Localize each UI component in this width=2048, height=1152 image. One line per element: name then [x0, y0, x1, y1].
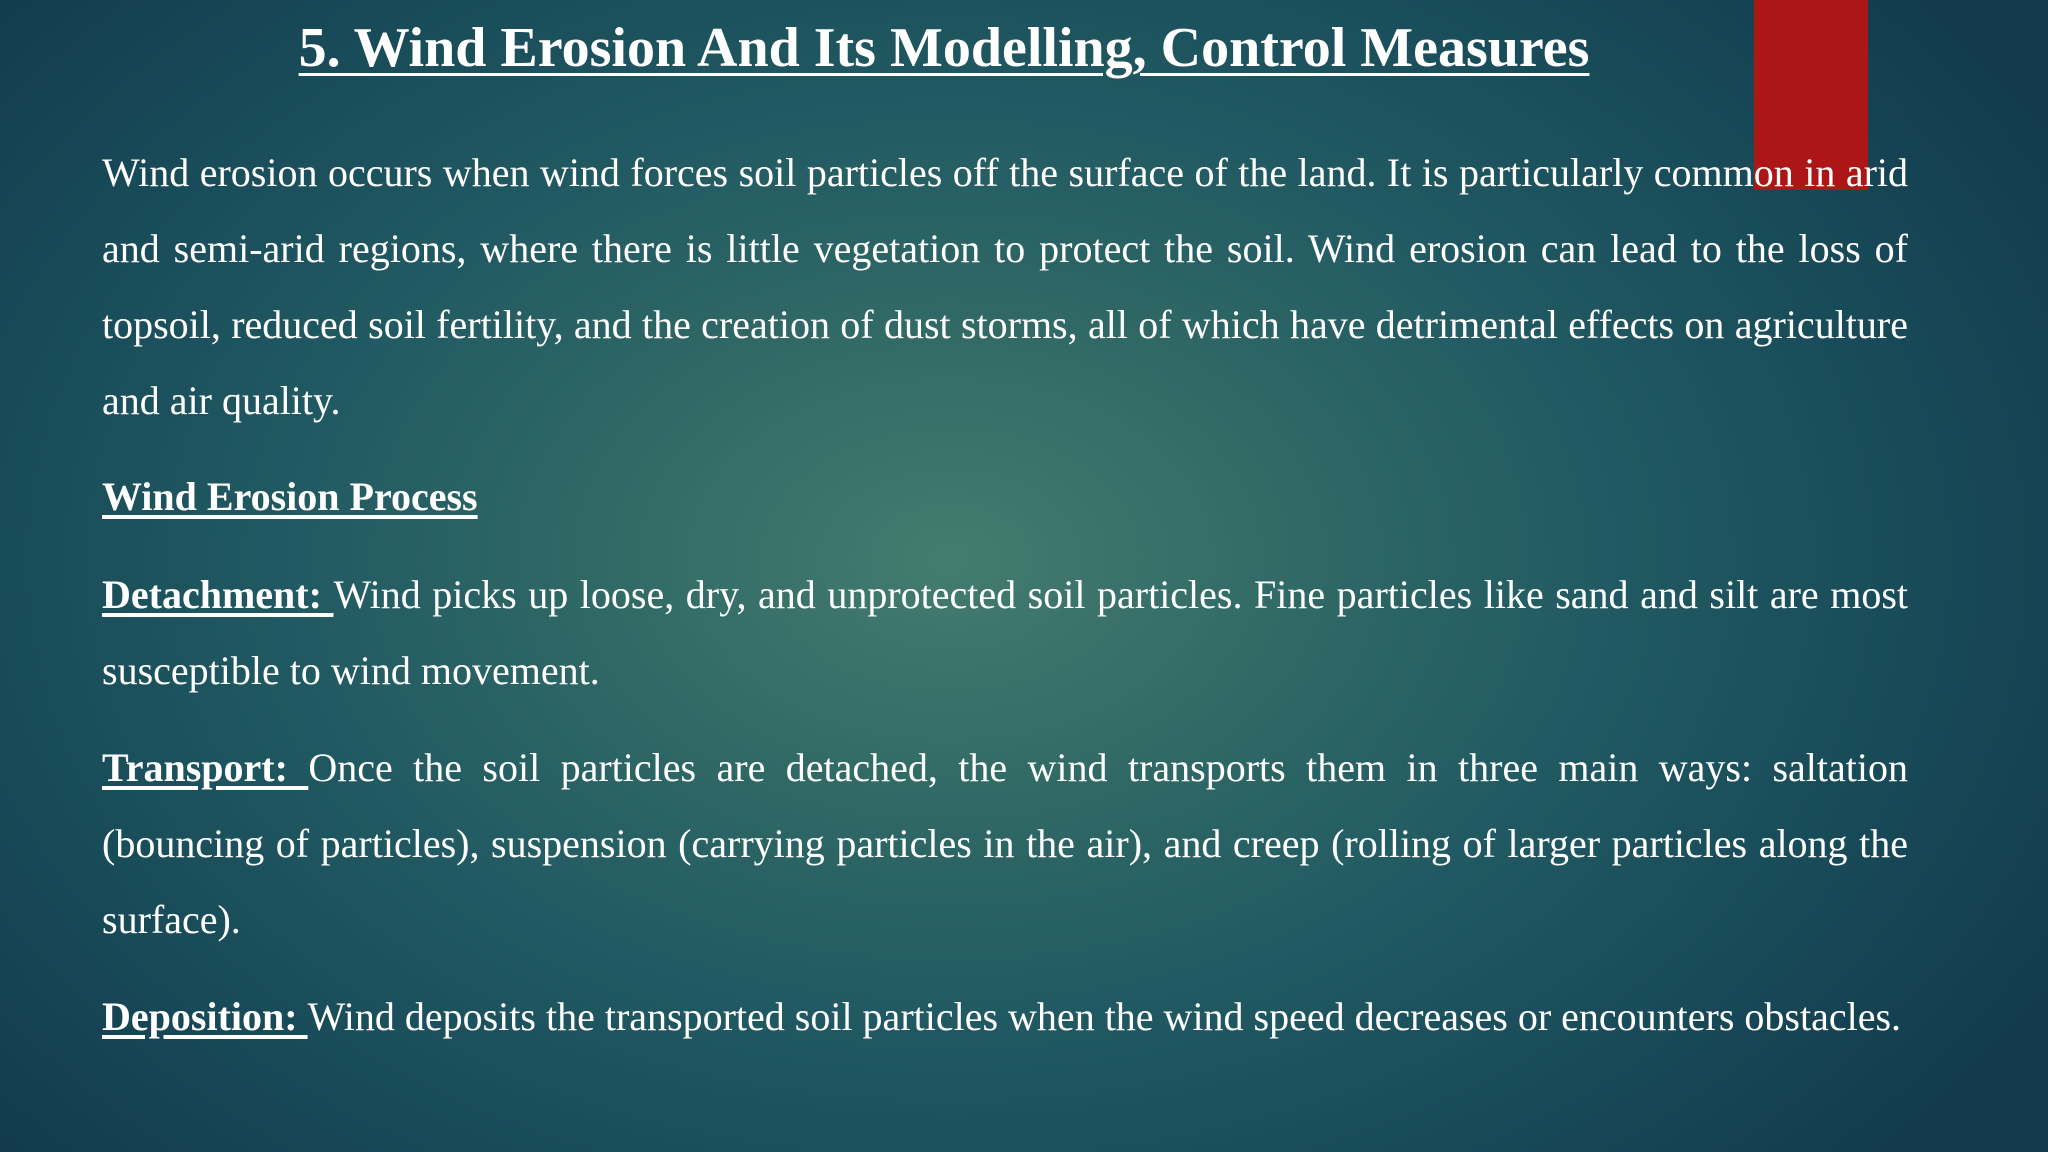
intro-paragraph: Wind erosion occurs when wind forces soil particles off the surface of the land. It is particularly common in arid and semi-arid regions, where there is little vegetation to protect the soil. Wind erosion can lead to the loss of topsoil, reduced soil fertility, and the creation of dust storms, all of which have detrimental effects on agriculture and air quality.	[102, 150, 1908, 423]
step-term: Transport:	[102, 745, 309, 790]
step-deposition	[102, 979, 1908, 1055]
slide-title: 5. Wind Erosion And Its Modelling, Control Measures	[298, 17, 1590, 79]
step-text: Wind picks up loose, dry, and unprotected soil particles. Fine particles like sand and silt are most susceptible to wind movement.	[102, 572, 1908, 693]
step-text: Once the soil particles are detached, the wind transports them in three main ways: saltation (bouncing of particles), suspension (carrying particles in the air), and creep (rolling of larger particles along the surface).	[102, 745, 1908, 942]
step-term: Detachment:	[102, 572, 334, 617]
step-transport	[102, 730, 1908, 958]
step-text: Wind deposits the transported soil particles when the wind speed decreases or encounters obstacles.	[307, 994, 1902, 1039]
step-term: Deposition:	[102, 994, 308, 1039]
section-heading: Wind Erosion Process	[102, 474, 478, 519]
step-detachment	[102, 557, 1908, 709]
